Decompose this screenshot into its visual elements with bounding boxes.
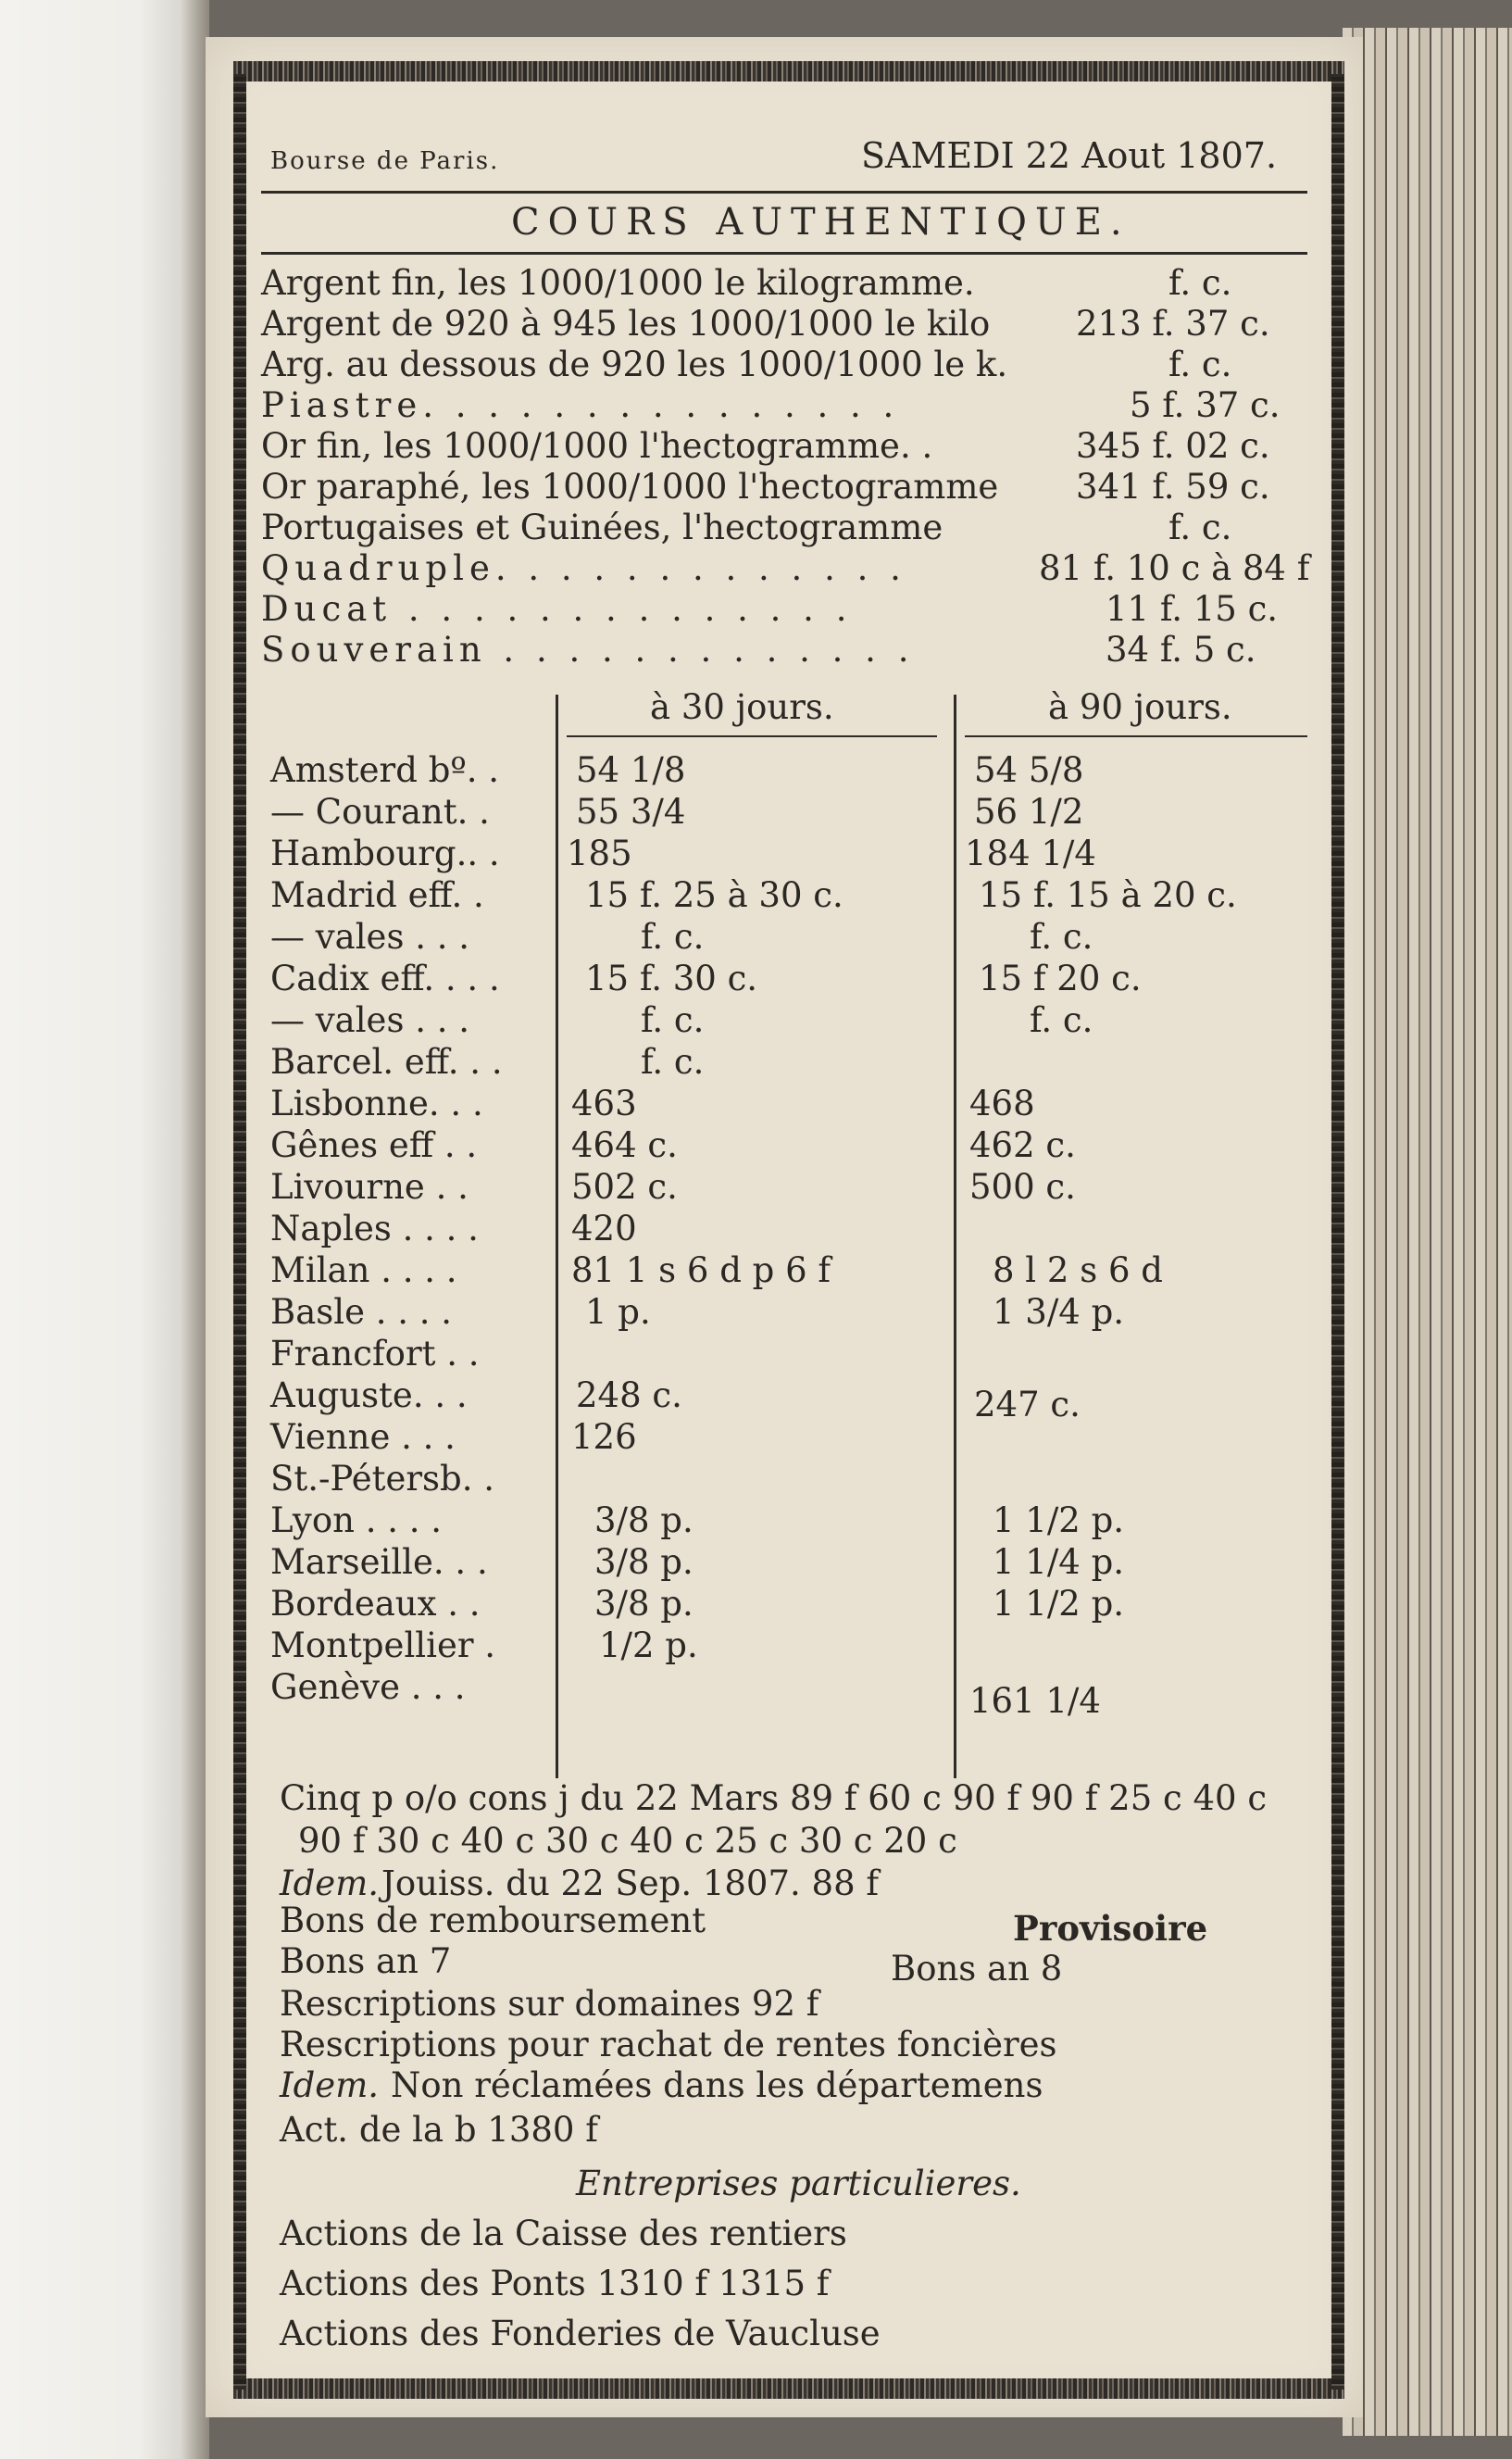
bons-an-8: Bons an 8 xyxy=(891,1949,1063,1989)
metal-label: Souverain . . . . . . . . . . . . . xyxy=(261,630,915,670)
metal-value: 34 f. 5 c. xyxy=(1106,630,1256,670)
exchange-90: 468 xyxy=(969,1084,1035,1123)
binding-strip xyxy=(0,0,199,2459)
metal-value: f. c. xyxy=(1168,508,1232,547)
metal-value: 11 f. 15 c. xyxy=(1106,589,1279,629)
metal-value: f. c. xyxy=(1168,345,1232,384)
exchange-place: Amsterd bº. . xyxy=(270,750,500,790)
metal-label: Argent de 920 à 945 les 1000/1000 le kilo xyxy=(261,304,991,344)
metal-value: 81 f. 10 c à 84 f xyxy=(1039,548,1310,588)
funds-line-2: 90 f 30 c 40 c 30 c 40 c 25 c 30 c 20 c xyxy=(298,1821,957,1861)
rescriptions-domaines: Rescriptions sur domaines 92 f xyxy=(280,1984,819,2024)
metal-label: Quadruple. . . . . . . . . . . . . xyxy=(261,548,906,588)
header-rule xyxy=(261,191,1307,194)
exchange-place: Vienne . . . xyxy=(270,1417,456,1457)
rescriptions-rachat: Rescriptions pour rachat de rentes foncières xyxy=(280,2025,1057,2064)
exchange-30: 248 c. xyxy=(576,1375,682,1415)
exchange-place: Hambourg.. . xyxy=(270,834,500,873)
title-rule xyxy=(261,252,1307,255)
exchange-place: Genève . . . xyxy=(270,1667,466,1707)
idem-text-1: Jouiss. du 22 Sep. 1807. 88 f xyxy=(381,1863,880,1903)
frame-right-border xyxy=(1331,74,1344,2390)
frame-bottom-border xyxy=(233,2378,1344,2399)
frame-top-border xyxy=(233,61,1344,82)
exchange-place: Bordeaux . . xyxy=(270,1584,481,1624)
exchange-90: 1 1/2 p. xyxy=(993,1500,1125,1540)
header-bourse: Bourse de Paris. xyxy=(270,147,500,175)
exchange-30: 81 1 s 6 d p 6 f xyxy=(571,1250,831,1290)
exchange-30: 1 p. xyxy=(585,1292,651,1332)
metal-value: 5 f. 37 c. xyxy=(1130,385,1281,425)
metal-value: 213 f. 37 c. xyxy=(1076,304,1270,344)
header-underline-30 xyxy=(567,735,937,737)
exchange-30: f. c. xyxy=(641,1042,705,1082)
exchange-place: — Courant. . xyxy=(270,792,490,832)
exchange-30: f. c. xyxy=(641,917,705,957)
actions-banque: Act. de la b 1380 f xyxy=(280,2110,598,2150)
metal-label: Or paraphé, les 1000/1000 l'hectogramme xyxy=(261,467,999,507)
exchange-place: Francfort . . xyxy=(270,1334,480,1374)
exchange-90: f. c. xyxy=(1030,917,1093,957)
exchange-30: 502 c. xyxy=(571,1167,678,1207)
exchange-place: St.-Pétersb. . xyxy=(270,1459,495,1499)
exchange-90: 1 1/2 p. xyxy=(993,1584,1125,1624)
entreprises-title: Entreprises particulieres. xyxy=(576,2164,1021,2203)
exchange-90: 54 5/8 xyxy=(974,750,1084,790)
exchange-30: 55 3/4 xyxy=(576,792,686,832)
metal-value: f. c. xyxy=(1168,263,1232,303)
exchange-place: Marseille. . . xyxy=(270,1542,488,1582)
exchange-place: Cadix eff. . . . xyxy=(270,959,500,998)
metal-label: Argent fin, les 1000/1000 le kilogramme. xyxy=(261,263,975,303)
exchange-90: 1 3/4 p. xyxy=(993,1292,1125,1332)
exchange-place: Lyon . . . . xyxy=(270,1500,443,1540)
exchange-90: 247 c. xyxy=(974,1385,1081,1424)
exchange-place: Milan . . . . xyxy=(270,1250,457,1290)
exchange-90: 462 c. xyxy=(969,1125,1076,1165)
exchange-90: 500 c. xyxy=(969,1167,1076,1207)
document-page xyxy=(206,37,1363,2417)
exchange-30: 126 xyxy=(571,1417,637,1457)
exchange-90: 15 f. 15 à 20 c. xyxy=(979,875,1237,915)
exchange-90: 8 l 2 s 6 d xyxy=(993,1250,1163,1290)
header-underline-90 xyxy=(965,735,1307,737)
exchange-90: f. c. xyxy=(1030,1000,1093,1040)
exchange-30: 3/8 p. xyxy=(594,1584,694,1624)
exchange-30: 3/8 p. xyxy=(594,1542,694,1582)
column-divider-30 xyxy=(556,695,558,1778)
exchange-place: Auguste. . . xyxy=(270,1375,468,1415)
exchange-place: Barcel. eff. . . xyxy=(270,1042,503,1082)
idem-text-2: Non réclamées dans les départemens xyxy=(391,2065,1043,2105)
exchange-30: 15 f. 25 à 30 c. xyxy=(585,875,843,915)
metal-label: Portugaises et Guinées, l'hectogramme xyxy=(261,508,943,547)
exchange-30: 464 c. xyxy=(571,1125,678,1165)
exchange-place: — vales . . . xyxy=(270,917,470,957)
column-divider-90 xyxy=(954,695,956,1778)
idem-label-1: Idem. xyxy=(280,1863,380,1903)
column-header-30: à 30 jours. xyxy=(650,687,834,727)
page-edges xyxy=(1343,28,1512,2436)
exchange-30: 463 xyxy=(571,1084,637,1123)
metal-label: Ducat . . . . . . . . . . . . . . xyxy=(261,589,853,629)
exchange-30: 1/2 p. xyxy=(599,1625,698,1665)
exchange-place: Montpellier . xyxy=(270,1625,496,1665)
bons-remboursement: Bons de remboursement xyxy=(280,1901,706,1940)
exchange-30: 420 xyxy=(571,1209,637,1248)
metal-label: Or fin, les 1000/1000 l'hectogramme. . xyxy=(261,426,933,466)
header-date: SAMEDI 22 Aout 1807. xyxy=(861,135,1278,176)
exchange-90: 1 1/4 p. xyxy=(993,1542,1125,1582)
metal-value: 341 f. 59 c. xyxy=(1076,467,1270,507)
metal-label: Piastre. . . . . . . . . . . . . . . xyxy=(261,385,900,425)
exchange-90: 184 1/4 xyxy=(965,834,1096,873)
exchange-30: 15 f. 30 c. xyxy=(585,959,758,998)
bons-an-7: Bons an 7 xyxy=(280,1941,452,1981)
actions-ponts: Actions des Ponts 1310 f 1315 f xyxy=(280,2264,830,2303)
provisoire-label: Provisoire xyxy=(1013,1908,1208,1949)
column-header-90: à 90 jours. xyxy=(1048,687,1232,727)
frame-left-border xyxy=(233,74,246,2390)
actions-caisse: Actions de la Caisse des rentiers xyxy=(280,2214,847,2253)
exchange-place: Lisbonne. . . xyxy=(270,1084,483,1123)
exchange-30: 185 xyxy=(567,834,632,873)
actions-fonderies: Actions des Fonderies de Vaucluse xyxy=(280,2314,881,2353)
page-title: COURS AUTHENTIQUE. xyxy=(511,201,1131,244)
exchange-place: — vales . . . xyxy=(270,1000,470,1040)
funds-line-1: Cinq p o/o cons j du 22 Mars 89 f 60 c 90 f 90 f 25 c 40 c xyxy=(280,1778,1268,1818)
exchange-30: 54 1/8 xyxy=(576,750,686,790)
exchange-place: Madrid eff. . xyxy=(270,875,484,915)
exchange-place: Livourne . . xyxy=(270,1167,469,1207)
metal-label: Arg. au dessous de 920 les 1000/1000 le k. xyxy=(261,345,1008,384)
exchange-30: 3/8 p. xyxy=(594,1500,694,1540)
exchange-90: 161 1/4 xyxy=(969,1681,1101,1721)
exchange-place: Naples . . . . xyxy=(270,1209,479,1248)
exchange-place: Gênes eff . . xyxy=(270,1125,478,1165)
exchange-place: Basle . . . . xyxy=(270,1292,453,1332)
exchange-90: 56 1/2 xyxy=(974,792,1084,832)
metal-value: 345 f. 02 c. xyxy=(1076,426,1270,466)
idem-label-2: Idem. xyxy=(280,2065,380,2105)
exchange-90: 15 f 20 c. xyxy=(979,959,1142,998)
exchange-30: f. c. xyxy=(641,1000,705,1040)
